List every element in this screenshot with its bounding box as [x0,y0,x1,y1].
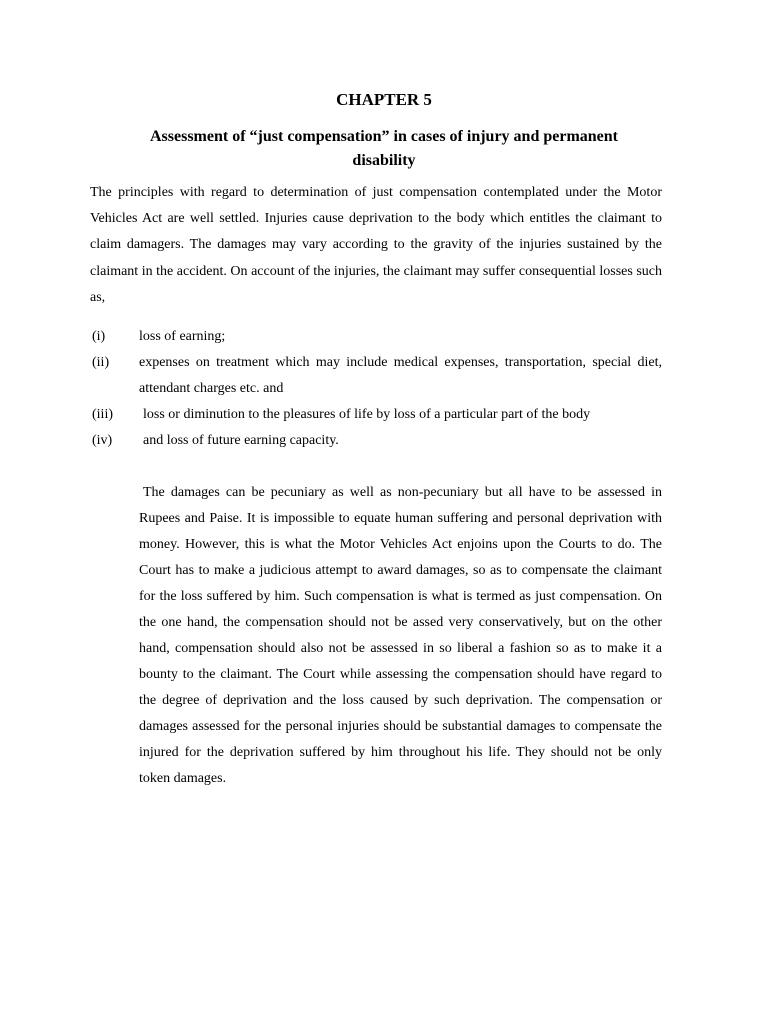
intro-paragraph: The principles with regard to determination of just compensation contemplated under the Motor Vehicles Act are well settled. Injuries cause deprivation to the body which entitles the claimant to claim damagers. The damages may vary according to the gravity of the injuries sustained by the claimant in the accident. On account of the injuries, the claimant may suffer consequential losses such as, [90,185,662,305]
chapter-title: Assessment of “just compensation” in cases of injury and permanent disability [149,128,618,169]
list-item [90,428,662,454]
losses-list [90,324,662,454]
list-item-text: and loss of future earning capacity. [143,433,339,448]
list-item [90,402,662,428]
body-paragraph: The damages can be pecuniary as well as non-pecuniary but all have to be assessed in Rupees and Paise. It is impossible to equate human suffering and personal deprivation with money. However, this is what the Motor Vehicles Act enjoins upon the Courts to do. The Court has to make a judicious attempt to award damages, so as to compensate the claimant for the loss suffered by him. Such compensation is what is termed as just compensation. On the one hand, the compensation should not be assed very conservatively, but on the other hand, compensation should also not be assessed in so liberal a fashion so as to make it a bounty to the claimant. The Court while assessing the compensation should have regard to the degree of deprivation and the loss caused by such deprivation. The compensation or damages assessed for the personal injuries should be substantial damages to compensate the injured for the deprivation suffered by him throughout his life. They should not be only token damages. [139,485,662,786]
list-item-number: (i) [92,329,106,344]
list-item [90,324,662,350]
list-item-number: (iii) [92,407,113,422]
list-item-number: (iv) [92,433,113,448]
list-item [90,350,662,402]
list-item-text: expenses on treatment which may include medical expenses, transportation, special diet, attendant charges etc. and [139,355,662,396]
list-item-text: loss of earning; [139,329,226,344]
list-item-number: (ii) [92,355,110,370]
list-item-text: loss or diminution to the pleasures of life by loss of a particular part of the body [143,407,591,422]
chapter-heading: CHAPTER 5 [336,90,432,109]
